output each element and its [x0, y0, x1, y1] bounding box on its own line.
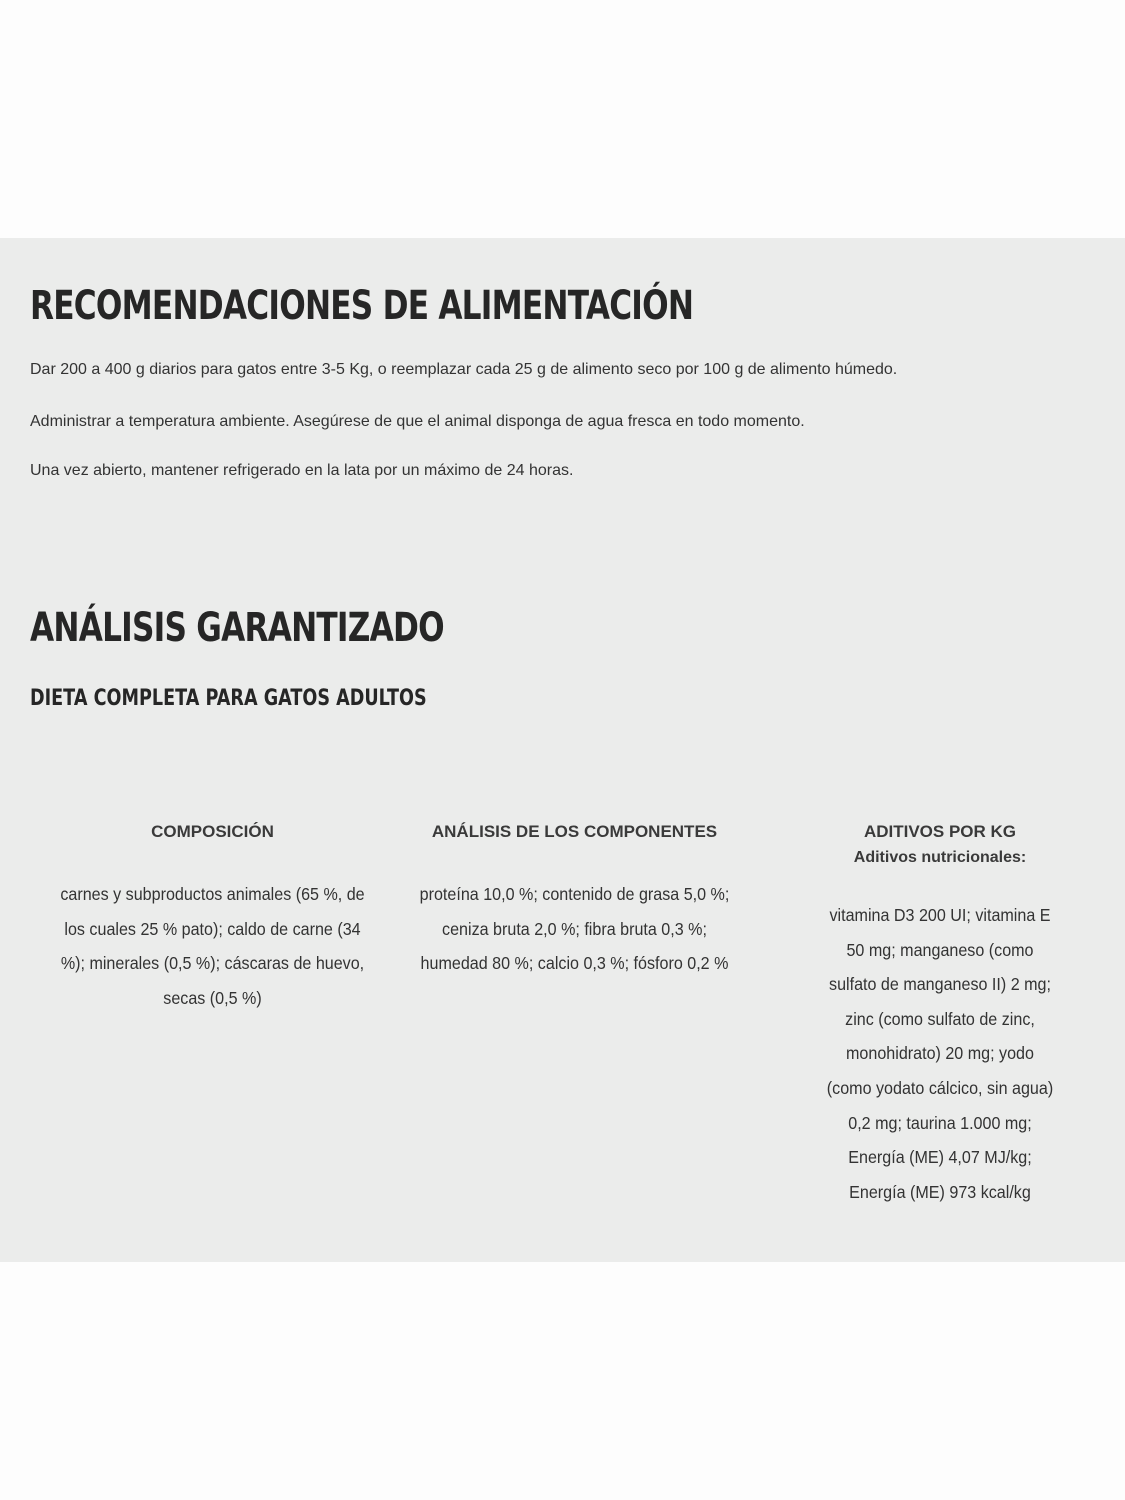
feeding-paragraph-storage: Una vez abierto, mantener refrigerado en la lata por un máximo de 24 horas. — [30, 462, 574, 479]
complete-diet-subtitle: DIETA COMPLETA PARA GATOS ADULTOS — [30, 686, 427, 711]
feeding-paragraph-dosage: Dar 200 a 400 g diarios para gatos entre 3-5 Kg, o reemplazar cada 25 g de alimento seco por 100 g de alimento húmedo. — [30, 361, 898, 378]
components-analysis-heading: ANÁLISIS DE LOS COMPONENTES — [431, 822, 718, 841]
additives-heading: ADITIVOS POR KG — [863, 822, 1017, 841]
components-analysis-column — [402, 822, 747, 981]
feeding-paragraph-temperature: Administrar a temperatura ambiente. Asegúrese de que el animal disponga de agua fresca en todo momento. — [30, 413, 805, 430]
composition-column — [40, 822, 385, 1015]
guaranteed-analysis-title: ANÁLISIS GARANTIZADO — [30, 605, 444, 651]
components-analysis-text: proteína 10,0 %; contenido de grasa 5,0 %; ceniza bruta 2,0 %; fibra bruta 0,3 %; humedad 80 %; calcio 0,3 %; fósforo 0,2 % — [419, 884, 730, 974]
composition-text: carnes y subproductos animales (65 %, de los cuales 25 % pato); caldo de carne (34 %); minerales (0,5 %); cáscaras de huevo, secas (0,5 %) — [60, 884, 365, 1008]
feeding-recommendations-title: RECOMENDACIONES DE ALIMENTACIÓN — [30, 283, 694, 329]
nutritional-additives-subheading: Aditivos nutricionales: — [853, 849, 1027, 866]
composition-heading: COMPOSICIÓN — [151, 822, 274, 841]
additives-text: vitamina D3 200 UI; vitamina E 50 mg; manganeso (como sulfato de manganeso II) 2 mg; zinc (como sulfato de zinc, monohidrato) 20 mg; yodo (como yodato cálcico, sin agua) 0,2 mg; taurina 1.000 mg; Energía (ME) 4,07 MJ/kg; Energía (ME) 973 kcal/kg — [826, 905, 1054, 1202]
additives-column — [812, 822, 1068, 1209]
